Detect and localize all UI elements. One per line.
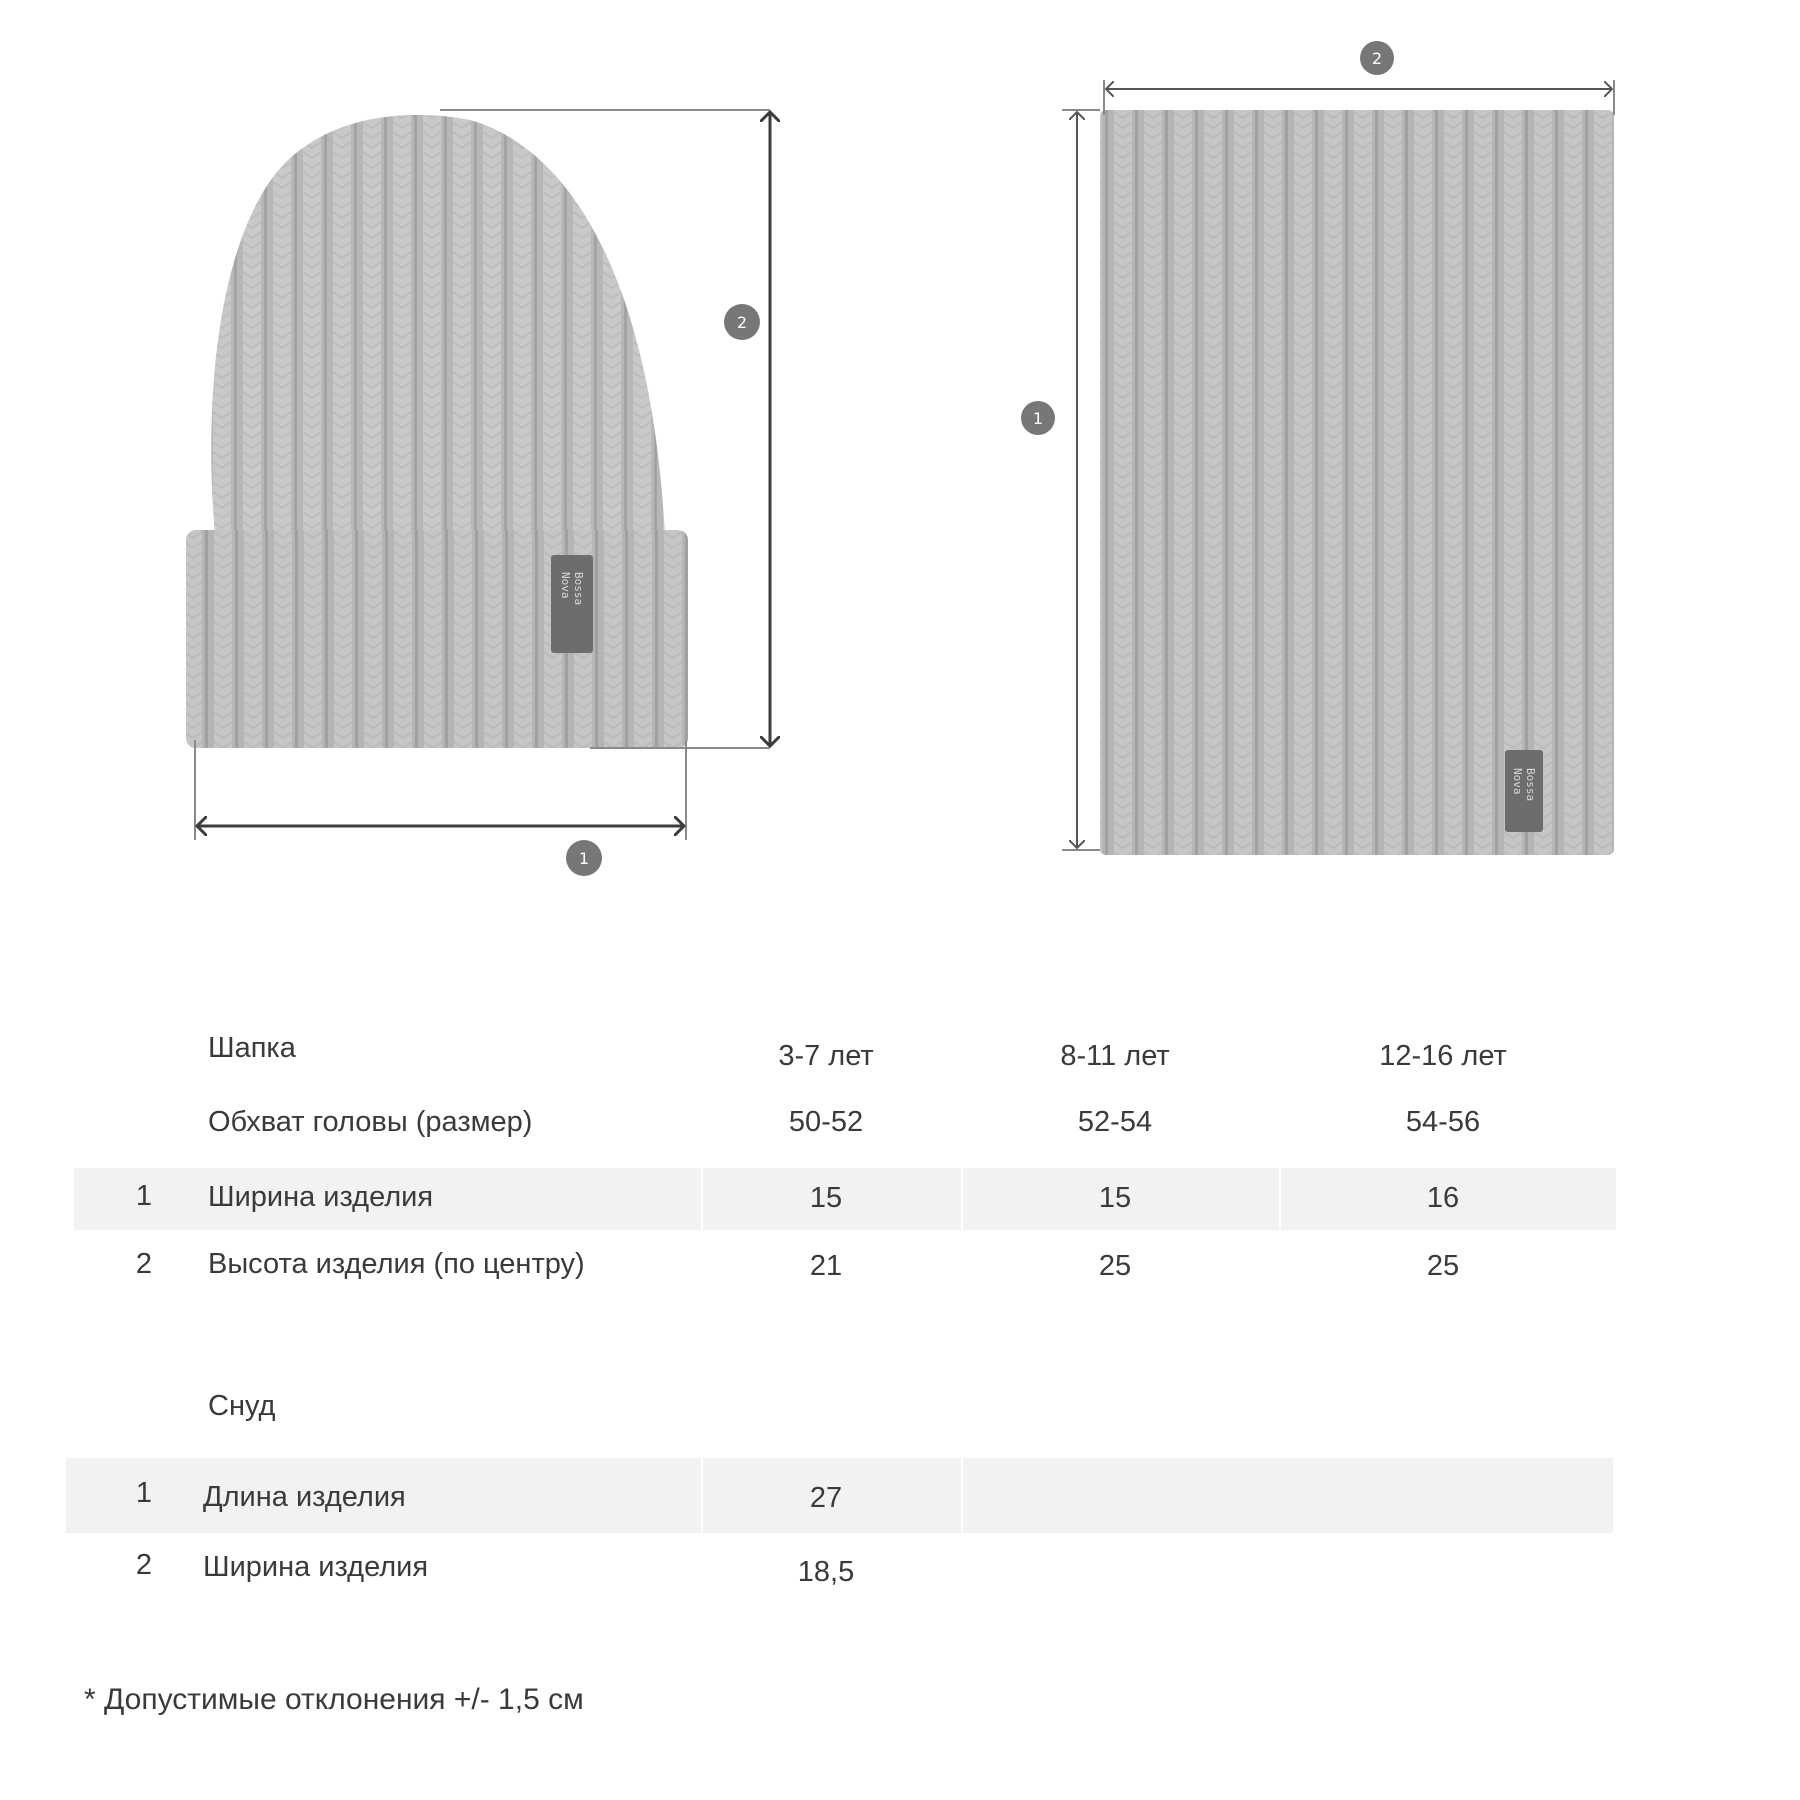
column-divider [961, 1458, 963, 1533]
size-column-header: 3-7 лет [778, 1040, 874, 1072]
snood-length-dimension [1021, 110, 1100, 850]
row-label: Длина изделия [203, 1481, 406, 1513]
row-label: Ширина изделия [203, 1551, 429, 1583]
hat-drawing [186, 115, 688, 748]
row-value: 21 [809, 1250, 843, 1282]
row-value: 15 [1098, 1182, 1132, 1214]
row-value: 18,5 [797, 1556, 855, 1588]
snood-width-marker: 2 [1371, 49, 1383, 68]
snood-label-text-1: Bossa [1524, 768, 1537, 802]
row-value: 15 [809, 1182, 843, 1214]
head-circumference-value: 54-56 [1405, 1106, 1481, 1138]
snood-table-title: Снуд [208, 1390, 276, 1422]
column-divider [1279, 1168, 1281, 1230]
brand-label-text-1: Bossa [572, 572, 585, 606]
snood-length-marker: 1 [1032, 409, 1044, 428]
size-column-header: 12-16 лет [1379, 1040, 1507, 1072]
row-number: 1 [135, 1477, 153, 1509]
row-value: 16 [1426, 1182, 1460, 1214]
row-value: 27 [809, 1482, 843, 1514]
head-circumference-label: Обхват головы (размер) [208, 1106, 533, 1138]
row-value: 25 [1098, 1250, 1132, 1282]
brand-label-text-2: Nova [559, 572, 572, 599]
row-number: 2 [135, 1549, 153, 1581]
row-label: Высота изделия (по центру) [208, 1248, 585, 1280]
row-label: Ширина изделия [208, 1181, 434, 1213]
size-column-header: 8-11 лет [1060, 1040, 1170, 1072]
row-number: 1 [135, 1180, 153, 1212]
brand-label [551, 555, 593, 653]
row-value: 25 [1426, 1250, 1460, 1282]
snood-label-text-2: Nova [1511, 768, 1524, 795]
hat-table-title: Шапка [208, 1032, 296, 1064]
snood-width-dimension [1104, 41, 1614, 115]
row-number: 2 [135, 1248, 153, 1280]
hat-width-marker: 1 [578, 849, 590, 868]
hat-height-marker: 2 [736, 313, 748, 332]
tolerance-footnote: * Допустимые отклонения +/- 1,5 см [84, 1683, 584, 1716]
snood-drawing [1100, 110, 1614, 855]
head-circumference-value: 52-54 [1077, 1106, 1153, 1138]
hat-width-dimension [195, 740, 686, 876]
head-circumference-value: 50-52 [788, 1106, 864, 1138]
column-divider [961, 1168, 963, 1230]
